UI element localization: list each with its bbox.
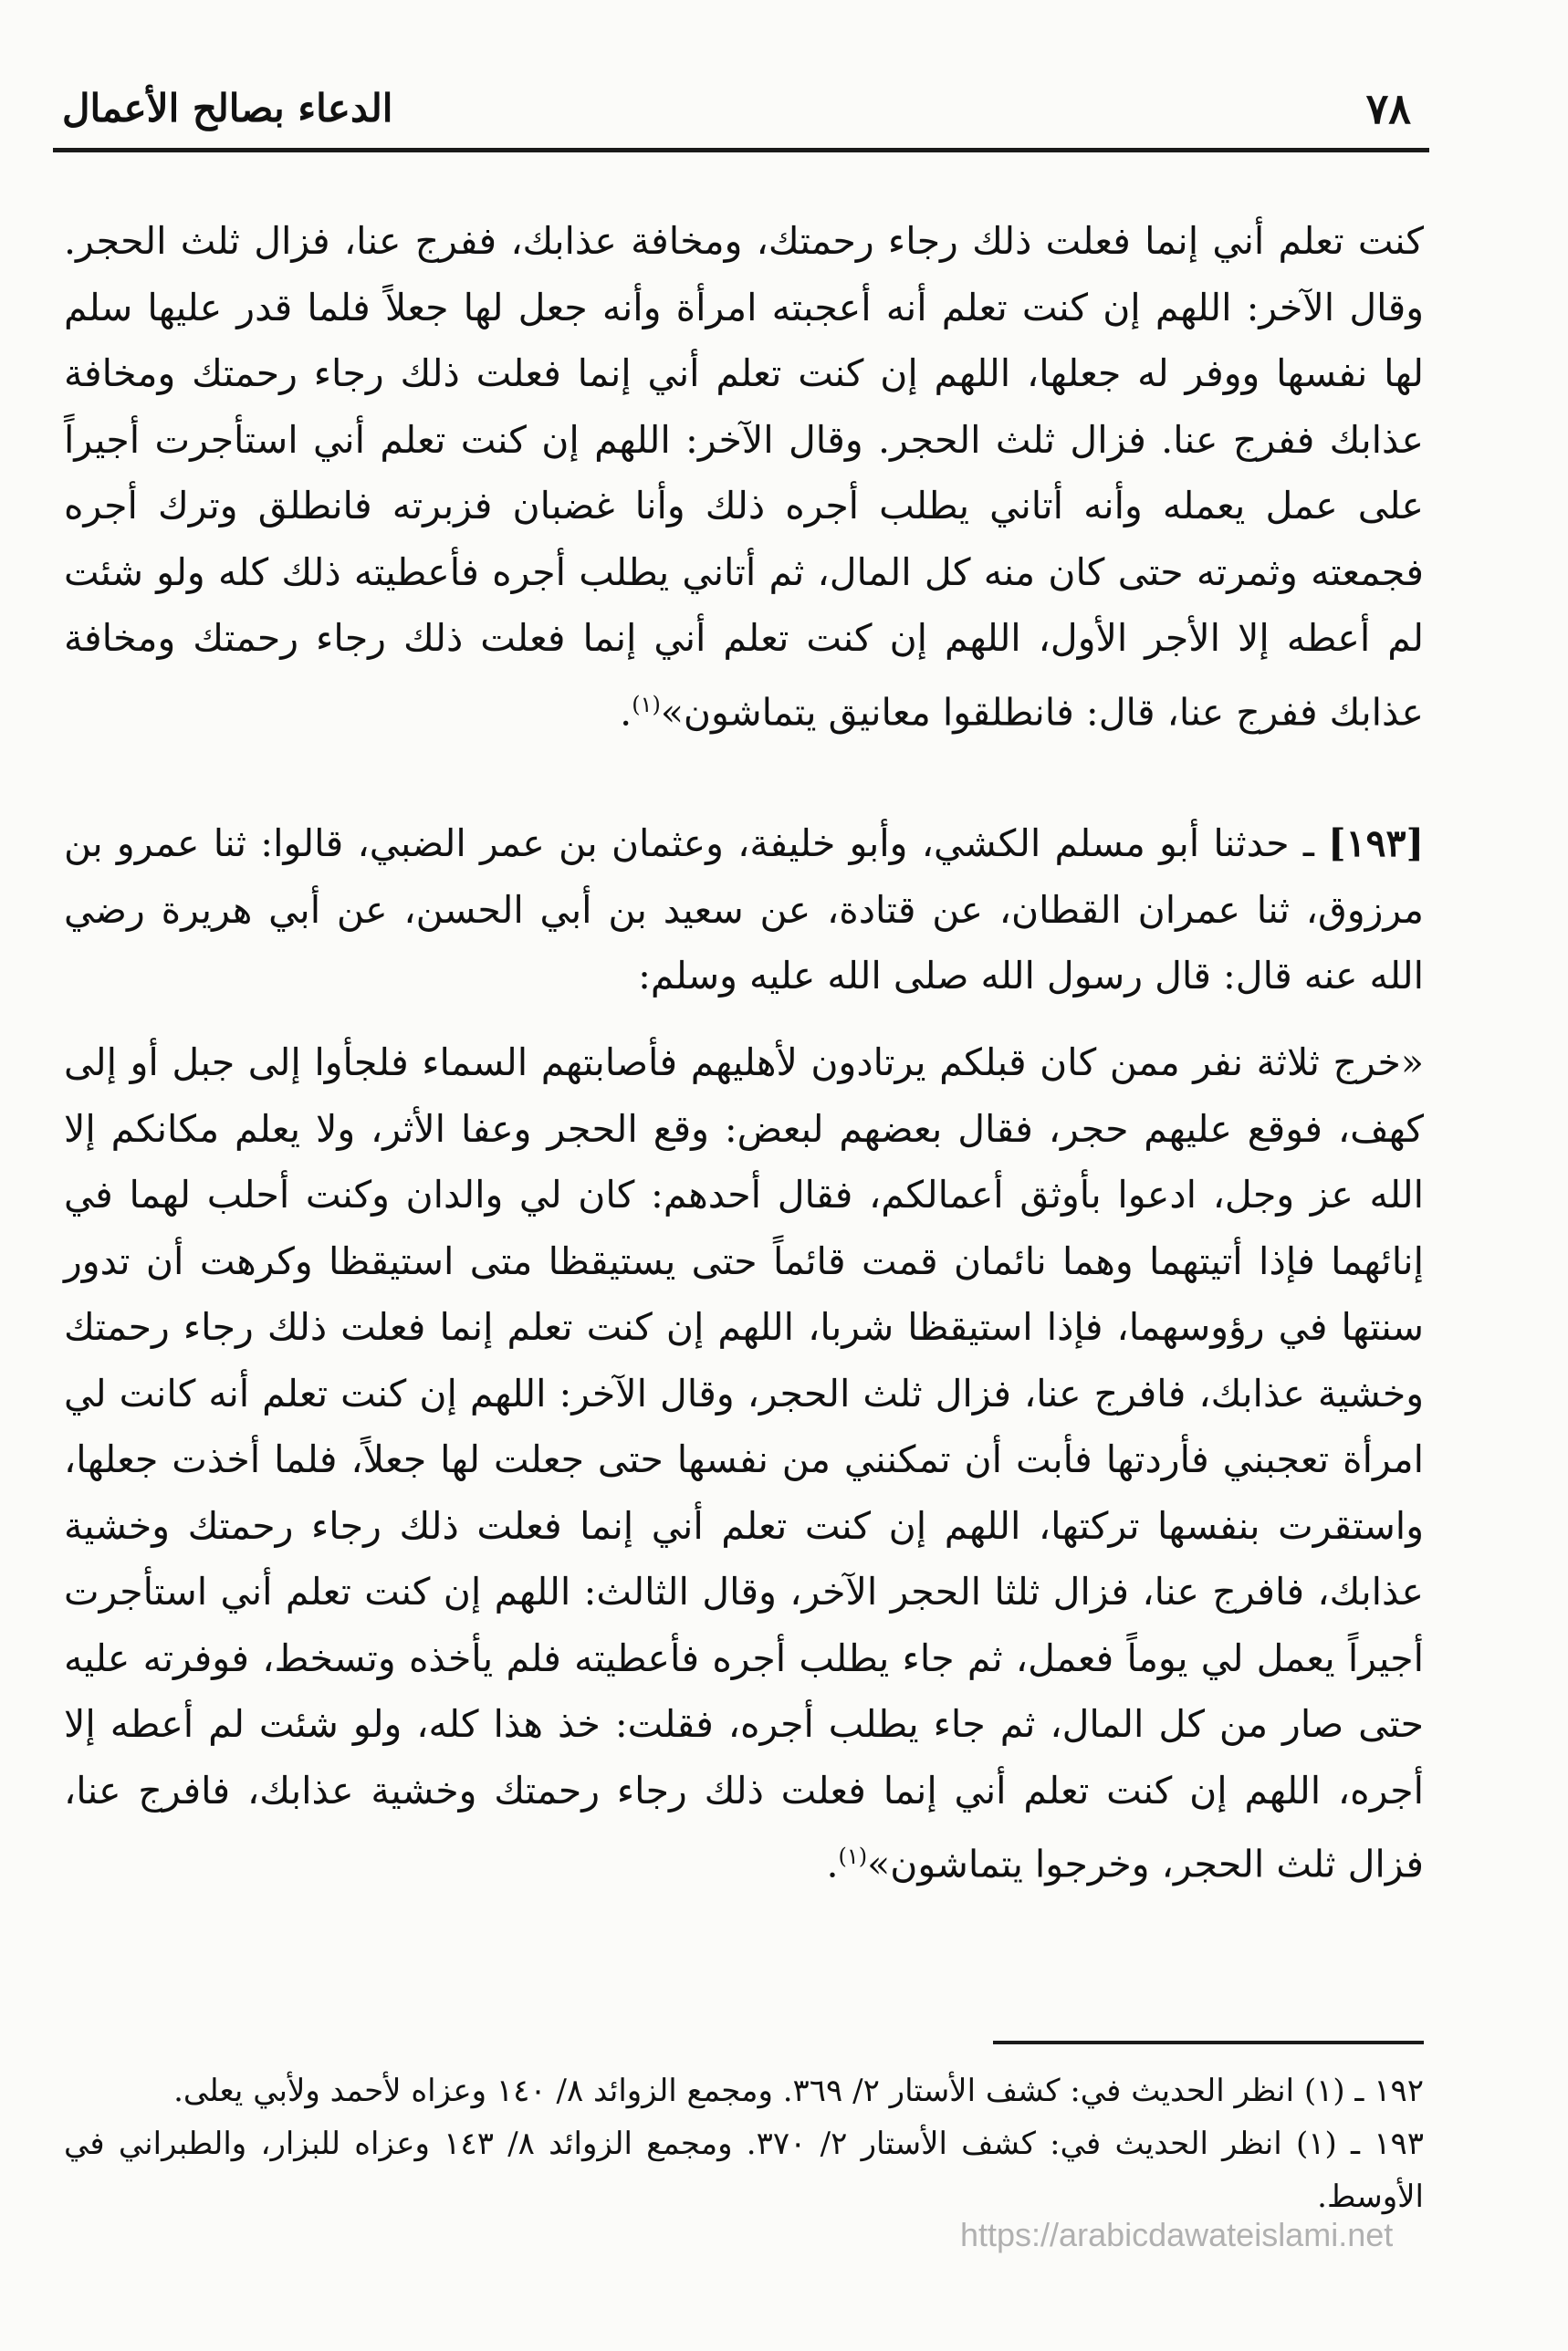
footnote-marker: (١) [838,1844,868,1869]
footnote-divider [993,2041,1424,2044]
hadith-number: [١٩٣] [1328,821,1424,865]
paragraph-hadith-193-matn: «خرج ثلاثة نفر ممن كان قبلكم يرتادون لأهليهم فأصابتهم السماء فلجأوا إلى جبل أو إلى كهف، فوقع عليهم حجر، فقال بعضهم لبعض: وقع الحجر وعفا الأثر، ولا يعلم مكانكم إلا الله عز وجل، ادعوا بأوثق أعمالكم، فقال أحدهم: كان لي والدان وكنت أحلب لهما في إنائهما فإذا أتيتهما وهما نائمان قمت قائماً حتى يستيقظا متى استيقظا وكرهت أن تدور سنتها في رؤوسهما، فإذا استيقظا شربا، اللهم إن كنت تعلم إنما فعلت ذلك رجاء رحمتك وخشية عذابك، فافرج عنا، فزال ثلث الحجر، وقال الآخر: اللهم إن كنت تعلم أنه كانت لي امرأة تعجبني فأردتها فأبت أن تمكنني من نفسها حتى جعلت لها جعلاً، فلما أخذت جعلها، واستقرت بنفسها تركتها، اللهم إن كنت تعلم أني إنما فعلت ذلك رجاء رحمتك وخشية عذابك، فافرج عنا، فزال ثلثا الحجر الآخر، وقال الثالث: اللهم إن كنت تعلم أني استأجرت أجيراً يعمل لي يوماً فعمل، ثم جاء يطلب أجره فأعطيته فلم يأخذه وتسخط، فوفرته عليه حتى صار من كل المال، ثم جاء يطلب أجره، فقلت: خذ هذا كله، ولو شئت لم أعطه إلا أجره، اللهم إن كنت تعلم أني إنما فعلت ذلك رجاء رحمتك وخشية عذابك، فافرج عنا، فزال ثلث الحجر، وخرجوا يتماشون»$^{(١)}$. [64,1040,1424,1886]
footnote-193: ١٩٣ ـ (١) انظر الحديث في: كشف الأستار ٢/ ٣٧٠. ومجمع الزوائد ٨/ ١٤٣ وعزاه للبزار، والطبراني في الأوسط. [64,2126,1425,2215]
page-header [53,84,1429,152]
watermark-url: https://arabicdawateislami.net [960,2216,1394,2253]
running-title: الدعاء بصالح الأعمال [62,86,393,131]
footnote-marker: (١) [632,691,661,717]
paragraph-hadith-193-isnad [64,810,1424,1009]
page-number: ٧٨ [1365,84,1411,133]
footnote-192: ١٩٢ ـ (١) انظر الحديث في: كشف الأستار ٢/ ٣٦٩. ومجمع الزوائد ٨/ ١٤٠ وعزاه لأحمد ولأبي يعلى. [173,2073,1424,2109]
paragraph-text: كنت تعلم أني إنما فعلت ذلك رجاء رحمتك، ومخافة عذابك، ففرج عنا، فزال ثلث الحجر. وقال الآخر: اللهم إن كنت تعلم أنه أعجبته امرأة وأنه جعل لها جعلاً فلما قدر عليها سلم لها نفسها ووفر له جعلها، اللهم إن كنت تعلم أني إنما فعلت ذلك رجاء رحمتك ومخافة عذابك ففرج عنا. فزال ثلث الحجر. وقال الآخر: اللهم إن كنت تعلم أني استأجرت أجيراً على عمل يعمله وأنه أتاني يطلب أجره ذلك وأنا غضبان فزبرته فانطلق وترك أجره فجمعته وثمرته حتى كان منه كل المال، ثم أتاني يطلب أجره فأعطيته ذلك كله ولو شئت لم أعطه إلا الأجر الأول، اللهم إن كنت تعلم أني إنما فعلت ذلك رجاء رحمتك ومخافة عذابك ففرج عنا، قال: فانطلقوا معانيق يتماشون» [64,219,1424,735]
paragraph-text: «خرج ثلاثة نفر ممن كان قبلكم يرتادون لأهليهم فأصابتهم السماء فلجأوا إلى جبل أو إلى كهف، فوقع عليهم حجر، فقال بعضهم لبعض: وقع الحجر وعفا الأثر، ولا يعلم مكانكم إلا الله عز وجل، ادعوا بأوثق أعمالكم، فقال أحدهم: كان لي والدان وكنت أحلب لهما في إنائهما فإذا أتيتهما وهما نائمان قمت قائماً حتى يستيقظا متى استيقظا وكرهت أن تدور سنتها في رؤوسهما، فإذا استيقظا شربا، اللهم إن كنت تعلم إنما فعلت ذلك رجاء رحمتك وخشية عذابك، فافرج عنا، فزال ثلث الحجر، وقال الآخر: اللهم إن كنت تعلم أنه كانت لي امرأة تعجبني فأردتها فأبت أن تمكنني من نفسها حتى جعلت لها جعلاً، فلما أخذت جعلها، واستقرت بنفسها تركتها، اللهم إن كنت تعلم أني إنما فعلت ذلك رجاء رحمتك وخشية عذابك، فافرج عنا، فزال ثلثا الحجر الآخر، وقال الثالث: اللهم إن كنت تعلم أني استأجرت أجيراً يعمل لي يوماً فعمل، ثم جاء يطلب أجره فأعطيته فلم يأخذه وتسخط، فوفرته عليه حتى صار من كل المال، ثم جاء يطلب أجره، فقلت: خذ هذا كله، ولو شئت لم أعطه إلا أجره، اللهم إن كنت تعلم أني إنما فعلت ذلك رجاء رحمتك وخشية عذابك، فافرج عنا، فزال ثلث الحجر، وخرجوا يتماشون» [64,1040,1424,1886]
paragraph-text: ـ حدثنا أبو مسلم الكشي، وأبو خليفة، وعثمان بن عمر الضبي، قالوا: ثنا عمرو بن مرزوق، ثنا عمران القطان، عن قتادة، عن سعيد بن أبي الحسن، عن أبي هريرة رضي الله عنه قال: قال رسول الله صلى الله عليه وسلم: [64,821,1424,998]
paragraph-hadith-192-continuation: كنت تعلم أني إنما فعلت ذلك رجاء رحمتك، ومخافة عذابك، ففرج عنا، فزال ثلث الحجر. وقال الآخر: اللهم إن كنت تعلم أنه أعجبته امرأة وأنه جعل لها جعلاً فلما قدر عليها سلم لها نفسها ووفر له جعلها، اللهم إن كنت تعلم أني إنما فعلت ذلك رجاء رحمتك ومخافة عذابك ففرج عنا. فزال ثلث الحجر. وقال الآخر: اللهم إن كنت تعلم أني استأجرت أجيراً على عمل يعمله وأنه أتاني يطلب أجره ذلك وأنا غضبان فزبرته فانطلق وترك أجره فجمعته وثمرته حتى كان منه كل المال، ثم أتاني يطلب أجره فأعطيته ذلك كله ولو شئت لم أعطه إلا الأجر الأول، اللهم إن كنت تعلم أني إنما فعلت ذلك رجاء رحمتك ومخافة عذابك ففرج عنا، قال: فانطلقوا معانيق يتماشون»$^{(١)}$. [64,219,1424,735]
footnotes [64,2064,1424,2223]
